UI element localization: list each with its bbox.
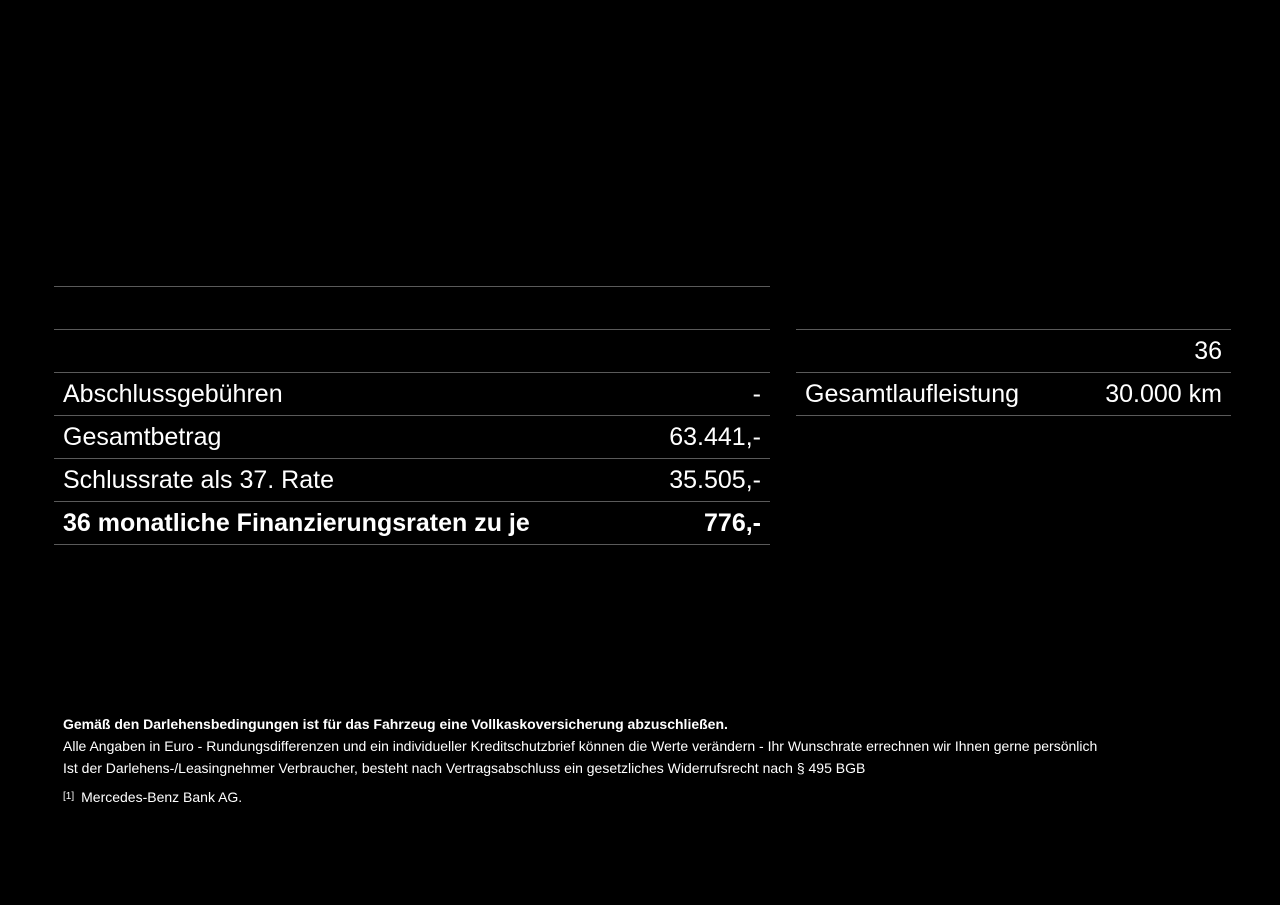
legal-notes	[63, 713, 1223, 811]
table-row	[54, 287, 770, 330]
insurance-notice: Gemäß den Darlehensbedingungen ist für das Fahrzeug eine Vollkaskoversicherung abzuschließen.	[63, 716, 728, 732]
footnote-text: Mercedes-Benz Bank AG.	[81, 789, 243, 805]
row-value: -	[752, 380, 761, 408]
row-label: Abschlussgebühren	[63, 380, 283, 408]
row-value: 776,-	[704, 509, 761, 537]
withdrawal-notice: Ist der Darlehens-/Leasingnehmer Verbraucher, besteht nach Vertragsabschluss ein gesetzliches Widerrufsrecht nach § 495 BGB	[63, 760, 866, 776]
row-label: 36 monatliche Finanzierungsraten zu je	[63, 509, 530, 537]
row-value: 35.505,-	[669, 466, 761, 494]
row-value: 30.000 km	[1105, 380, 1222, 408]
table-row-closing-fees	[54, 373, 770, 416]
row-value: 63.441,-	[669, 423, 761, 451]
table-row-monthly-rate	[54, 502, 770, 545]
row-label: Schlussrate als 37. Rate	[63, 466, 334, 494]
contract-terms-table	[796, 329, 1231, 416]
table-row	[54, 330, 770, 373]
table-row-final-installment	[54, 459, 770, 502]
table-row-total-amount	[54, 416, 770, 459]
footnote	[63, 786, 1223, 811]
disclaimer-text: Alle Angaben in Euro - Rundungsdifferenzen und ein individueller Kreditschutzbrief können die Werte verändern - Ihr Wunschrate errechnen wir Ihnen gerne persönlich	[63, 738, 1098, 754]
table-row-total-mileage	[796, 373, 1231, 416]
financing-table	[54, 286, 770, 545]
footnote-marker: [1]	[63, 791, 75, 802]
table-row-term	[796, 330, 1231, 373]
row-label: Gesamtbetrag	[63, 423, 222, 451]
row-value: 36	[1194, 337, 1222, 365]
row-label: Gesamtlaufleistung	[805, 380, 1020, 408]
